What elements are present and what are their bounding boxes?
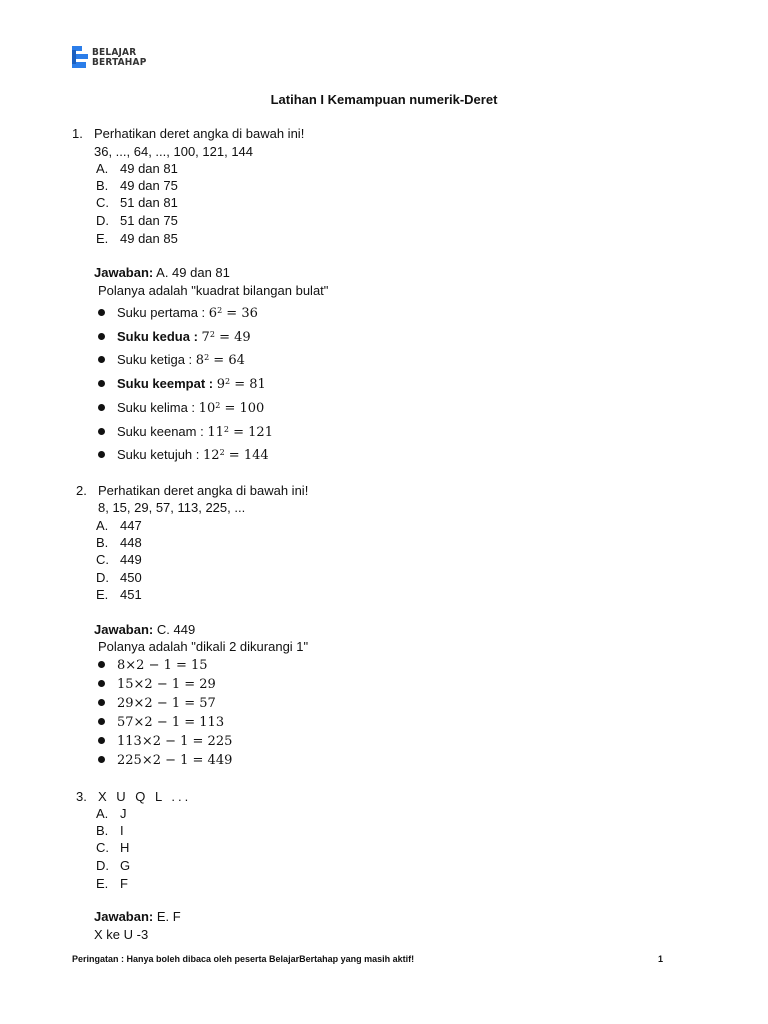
q2-option bbox=[96, 587, 142, 603]
term-base: 11 bbox=[207, 425, 224, 440]
option-letter: E. bbox=[96, 876, 109, 891]
q3-option bbox=[96, 806, 127, 822]
q1-option bbox=[96, 195, 178, 211]
step-text: 57×2 − 1 = 113 bbox=[117, 715, 225, 730]
answer-label: Jawaban: bbox=[94, 265, 154, 280]
term-base: 9 bbox=[216, 377, 225, 392]
q1-sequence: 36, ..., 64, ..., 100, 121, 144 bbox=[94, 144, 254, 159]
q2-option bbox=[96, 570, 142, 586]
q1-option bbox=[96, 178, 178, 194]
q3-answer bbox=[94, 909, 181, 925]
option-letter: C. bbox=[96, 840, 109, 855]
option-text: G bbox=[120, 858, 131, 873]
bullet-icon bbox=[98, 756, 105, 763]
bullet-icon bbox=[98, 737, 105, 744]
option-letter: A. bbox=[96, 806, 109, 821]
brand-logo-text bbox=[92, 48, 147, 68]
bullet-icon bbox=[98, 680, 105, 687]
q3-option bbox=[96, 840, 129, 856]
step-text: 225×2 − 1 = 449 bbox=[117, 753, 233, 768]
term-exp: 2 bbox=[219, 448, 225, 457]
option-letter: D. bbox=[96, 858, 109, 873]
q2-step bbox=[98, 752, 232, 769]
answer-value: E. F bbox=[156, 909, 181, 924]
option-letter: B. bbox=[96, 535, 109, 550]
brand-logo bbox=[72, 46, 147, 70]
option-letter: E. bbox=[96, 231, 109, 246]
term-math bbox=[207, 425, 273, 440]
q1-term bbox=[98, 329, 251, 346]
option-text: 451 bbox=[120, 587, 142, 602]
option-letter: E. bbox=[96, 587, 109, 602]
term-result: = 144 bbox=[228, 448, 269, 463]
step-text: 8×2 − 1 = 15 bbox=[117, 658, 208, 673]
answer-value: C. 449 bbox=[156, 622, 196, 637]
step-text: 15×2 − 1 = 29 bbox=[117, 677, 216, 692]
term-math bbox=[217, 377, 266, 392]
bullet-icon bbox=[98, 356, 105, 363]
option-text: F bbox=[120, 876, 128, 891]
option-text: 447 bbox=[120, 518, 142, 533]
term-math bbox=[209, 306, 258, 321]
brand-logo-icon bbox=[72, 46, 88, 70]
q1-term bbox=[98, 424, 273, 441]
term-label: Suku kedua : bbox=[117, 329, 198, 344]
q2-step bbox=[98, 733, 232, 750]
bullet-icon bbox=[98, 428, 105, 435]
step-text: 113×2 − 1 = 225 bbox=[117, 734, 233, 749]
bullet-icon bbox=[98, 333, 105, 340]
option-text: 51 dan 81 bbox=[120, 195, 178, 210]
page-title: Latihan I Kemampuan numerik-Deret bbox=[270, 92, 498, 107]
answer-value: A. 49 dan 81 bbox=[156, 265, 230, 280]
term-math bbox=[199, 401, 265, 416]
bullet-icon bbox=[98, 309, 105, 316]
term-exp: 2 bbox=[209, 330, 215, 339]
term-math bbox=[203, 448, 269, 463]
term-exp: 2 bbox=[225, 377, 231, 386]
option-text: 49 dan 85 bbox=[120, 231, 178, 246]
q2-answer bbox=[94, 622, 195, 638]
bullet-icon bbox=[98, 661, 105, 668]
q1-term bbox=[98, 352, 245, 369]
q2-number: 2. bbox=[76, 483, 87, 498]
option-text: 51 dan 75 bbox=[120, 213, 178, 228]
q1-term bbox=[98, 376, 266, 393]
q2-step bbox=[98, 657, 208, 674]
q2-option bbox=[96, 535, 142, 551]
q2-step bbox=[98, 714, 224, 731]
bullet-icon bbox=[98, 380, 105, 387]
brand-line-2: BERTAHAP bbox=[92, 57, 147, 68]
term-result: = 100 bbox=[224, 401, 265, 416]
term-label: Suku keempat : bbox=[117, 376, 214, 391]
q1-term bbox=[98, 305, 258, 322]
term-result: = 36 bbox=[226, 306, 258, 321]
option-letter: C. bbox=[96, 552, 109, 567]
term-label: Suku kelima : bbox=[117, 400, 196, 415]
term-base: 12 bbox=[203, 448, 220, 463]
q1-answer bbox=[94, 265, 230, 281]
term-base: 10 bbox=[198, 401, 216, 416]
q1-pattern: Polanya adalah "kuadrat bilangan bulat" bbox=[98, 283, 329, 298]
term-label: Suku pertama : bbox=[117, 305, 206, 320]
term-math bbox=[202, 330, 251, 345]
q3-note: X ke U -3 bbox=[94, 927, 149, 942]
option-letter: D. bbox=[96, 213, 109, 228]
footer-warning: Peringatan : Hanya boleh dibaca oleh peserta BelajarBertahap yang masih aktif! bbox=[72, 954, 415, 964]
option-letter: C. bbox=[96, 195, 109, 210]
option-text: 448 bbox=[120, 535, 142, 550]
term-result: = 64 bbox=[213, 353, 245, 368]
bullet-icon bbox=[98, 404, 105, 411]
term-base: 7 bbox=[201, 330, 210, 345]
q2-pattern: Polanya adalah "dikali 2 dikurangi 1" bbox=[98, 639, 309, 654]
term-label: Suku ketujuh : bbox=[117, 447, 200, 462]
q2-sequence: 8, 15, 29, 57, 113, 225, ... bbox=[98, 500, 246, 515]
term-exp: 2 bbox=[204, 353, 210, 362]
q2-step bbox=[98, 695, 216, 712]
option-letter: A. bbox=[96, 161, 109, 176]
term-result: = 81 bbox=[234, 377, 266, 392]
q3-prompt: X U Q L ... bbox=[98, 789, 192, 804]
q3-number: 3. bbox=[76, 789, 87, 804]
option-text: H bbox=[120, 840, 130, 855]
q1-term bbox=[98, 447, 269, 464]
option-text: J bbox=[120, 806, 127, 821]
term-base: 8 bbox=[195, 353, 205, 368]
brand-line-1: BELAJAR bbox=[92, 47, 137, 58]
q2-prompt: Perhatikan deret angka di bawah ini! bbox=[98, 483, 309, 498]
q2-option bbox=[96, 518, 142, 534]
q2-step bbox=[98, 676, 216, 693]
option-text: 49 dan 75 bbox=[120, 178, 178, 193]
option-text: I bbox=[120, 823, 124, 838]
q1-option bbox=[96, 231, 178, 247]
bullet-icon bbox=[98, 699, 105, 706]
option-letter: B. bbox=[96, 178, 109, 193]
q1-term bbox=[98, 400, 264, 417]
q1-option bbox=[96, 161, 178, 177]
option-letter: B. bbox=[96, 823, 109, 838]
q1-option bbox=[96, 213, 178, 229]
bullet-icon bbox=[98, 718, 105, 725]
term-result: = 49 bbox=[219, 330, 251, 345]
page-number: 1 bbox=[658, 954, 664, 964]
q1-number: 1. bbox=[72, 126, 83, 141]
q3-option bbox=[96, 858, 130, 874]
bullet-icon bbox=[98, 451, 105, 458]
option-text: 49 dan 81 bbox=[120, 161, 178, 176]
step-text: 29×2 − 1 = 57 bbox=[117, 696, 216, 711]
option-letter: A. bbox=[96, 518, 109, 533]
q3-option bbox=[96, 823, 124, 839]
term-exp: 2 bbox=[215, 401, 221, 410]
q2-option bbox=[96, 552, 142, 568]
answer-label: Jawaban: bbox=[94, 622, 154, 637]
term-label: Suku ketiga : bbox=[117, 352, 193, 367]
answer-label: Jawaban: bbox=[94, 909, 154, 924]
term-label: Suku keenam : bbox=[117, 424, 204, 439]
q1-prompt: Perhatikan deret angka di bawah ini! bbox=[94, 126, 305, 141]
option-text: 449 bbox=[120, 552, 142, 567]
option-letter: D. bbox=[96, 570, 109, 585]
term-exp: 2 bbox=[223, 425, 229, 434]
option-text: 450 bbox=[120, 570, 142, 585]
term-base: 6 bbox=[208, 306, 218, 321]
term-exp: 2 bbox=[217, 306, 223, 315]
term-math bbox=[196, 353, 245, 368]
q3-option bbox=[96, 876, 128, 892]
term-result: = 121 bbox=[233, 425, 273, 440]
